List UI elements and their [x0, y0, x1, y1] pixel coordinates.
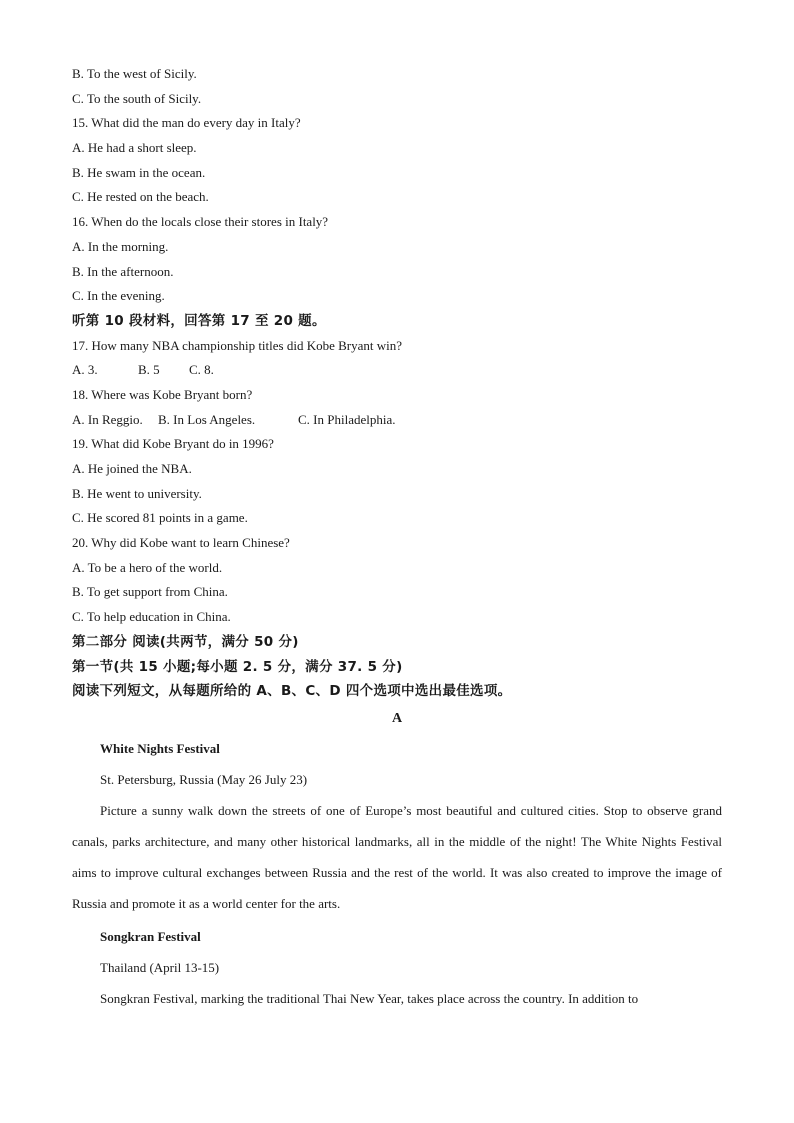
q18-option-c: C. In Philadelphia.: [298, 411, 396, 427]
q18-option-b: B. In Los Angeles.: [158, 411, 256, 427]
section-one-heading: 第一节(共 15 小题;每小题 2. 5 分，满分 37. 5 分): [72, 658, 403, 675]
q20-option-a: A. To be a hero of the world.: [72, 559, 223, 575]
q19-question: 19. What did Kobe Bryant do in 1996?: [72, 436, 274, 452]
article-title-songkran: Songkran Festival: [100, 928, 201, 944]
part-two-heading: 第二部分 阅读(共两节，满分 50 分): [72, 633, 299, 650]
article-title-white-nights: White Nights Festival: [100, 740, 220, 756]
q16-option-b: B. In the afternoon.: [72, 263, 174, 279]
q14-option-b: B. To the west of Sicily.: [72, 66, 197, 81]
q19-option-c: C. He scored 81 points in a game.: [72, 510, 248, 526]
q17-option-b: B. 5: [138, 362, 160, 378]
document-page: [72, 62, 722, 1014]
q18-option-a: A. In Reggio.: [72, 411, 143, 427]
article-body-white-nights: Picture a sunny walk down the streets of one of Europe’s most beautiful and cultured cities. Stop to observe grand canals, parks architecture, and many other historical landmarks, all in the middle of the night! The White Nights Festival aims to improve cultural exchanges between Russia and the rest of the world. It was also created to improve the image of Russia and promote it as a world center for the arts.: [72, 802, 722, 912]
q15-option-b: B. He swam in the ocean.: [72, 164, 206, 180]
article-place-songkran: Thailand (April 13-15): [100, 959, 220, 975]
q15-question: 15. What did the man do every day in Italy?: [72, 115, 301, 131]
q17-question: 17. How many NBA championship titles did Kobe Bryant win?: [72, 337, 403, 353]
q18-question: 18. Where was Kobe Bryant born?: [72, 386, 253, 402]
q17-option-c: C. 8.: [189, 362, 214, 378]
reading-instruction: 阅读下列短文，从每题所给的 A、B、C、D 四个选项中选出最佳选项。: [72, 683, 512, 700]
article-body-songkran: Songkran Festival, marking the traditional Thai New Year, takes place across the country. In addition to: [100, 990, 639, 1006]
q20-option-b: B. To get support from China.: [72, 584, 228, 600]
q15-option-c: C. He rested on the beach.: [72, 189, 209, 205]
q15-option-a: A. He had a short sleep.: [72, 140, 197, 156]
q16-question: 16. When do the locals close their stores in Italy?: [72, 214, 329, 230]
q20-question: 20. Why did Kobe want to learn Chinese?: [72, 535, 290, 551]
section-10-heading: 听第 10 段材料，回答第 17 至 20 题。: [72, 312, 326, 329]
passage-letter: A: [391, 710, 403, 726]
article-place-white-nights: St. Petersburg, Russia (May 26 July 23): [100, 771, 308, 787]
q14-option-c: C. To the south of Sicily.: [72, 90, 202, 106]
q20-option-c: C. To help education in China.: [72, 609, 231, 625]
q19-option-a: A. He joined the NBA.: [72, 461, 192, 476]
q19-option-b: B. He went to university.: [72, 485, 202, 501]
q16-option-c: C. In the evening.: [72, 288, 165, 304]
q16-option-a: A. In the morning.: [72, 238, 169, 254]
q17-option-a: A. 3.: [72, 362, 98, 378]
q17-options: [72, 358, 722, 383]
q18-options: [72, 408, 722, 433]
